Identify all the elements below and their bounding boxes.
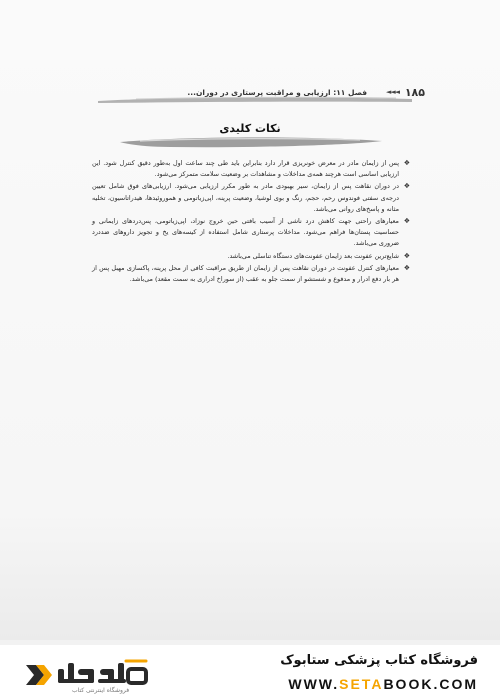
url-prefix: WWW. xyxy=(288,676,340,692)
url-suffix: BOOK.COM xyxy=(383,676,478,692)
header-brush-stroke xyxy=(96,93,414,107)
store-banner xyxy=(0,645,500,700)
list-item-text: در دوران نقاهت پس از زایمان، سیر بهبودی مادر به طور مکرر ارزیابی می‌شود. ارزیابی‌های فوق شامل تعیین درجه‌ی سفتی فوندوس رحم، حجم، رنگ و بوی لوشیا، وضعیت پرینه، اپی‌زیاتومی و هموروئیدها، هیدراتاسیون، تخلیه مثانه و پاسخ‌های روانی می‌باشد. xyxy=(92,182,399,213)
title-brush-stroke xyxy=(110,132,390,154)
url-accent: SETA xyxy=(339,676,384,692)
diamond-bullet-icon: ❖ xyxy=(403,159,410,167)
diamond-bullet-icon: ❖ xyxy=(403,217,410,226)
list-item-text: معیارهای راحتی جهت کاهش درد ناشی از آسیب بافتی حین خروج نوزاد، اپی‌زیاتومی، پس‌دردهای زایمانی و حساسیت پستان‌ها فراهم می‌شود. مداخلات پرستاری شامل استفاده از کیسه‌های یخ و تجویز داروهای ضددرد ضروری می‌باشد. xyxy=(92,217,399,248)
list-item-text: پس از زایمان مادر در معرض خونریزی قرار دارد بنابراین باید طی چند ساعت اول به‌طور دقیق کنترل شود. این ارزیابی اساسی است هرچند همه‌ی مداخلات و مشاهدات بر وضعیت سلامت متمرکز می‌شود. xyxy=(92,159,399,179)
list-item-text: شایع‌ترین عفونت بعد زایمان عفونت‌های دستگاه تناسلی می‌باشد. xyxy=(227,251,399,260)
list-item xyxy=(92,158,410,180)
section-title: نکات کلیدی xyxy=(219,122,281,135)
list-item xyxy=(92,251,410,262)
chapter-title: فصل ۱۱: ارزیابی و مراقبت پرستاری در دوران... xyxy=(187,88,367,97)
shop-url-link[interactable] xyxy=(288,676,478,692)
logo-subtitle: فروشگاه اینترنتی کتاب xyxy=(72,687,130,694)
diamond-bullet-icon: ❖ xyxy=(403,182,410,191)
list-item xyxy=(92,181,410,215)
list-item-text: معیارهای کنترل عفونت در دوران نقاهت پس از زایمان از طریق مراقبت کافی از محل پرینه، پاکسازی مهبل پس از هر بار دفع ادرار و مدفوع و شستشو از سمت جلو به عقب (از سوراخ ادراری به سمت مقعد) می‌باشد. xyxy=(92,263,399,284)
section-heading xyxy=(110,118,390,148)
list-item xyxy=(92,216,410,250)
diamond-bullet-icon: ❖ xyxy=(403,251,410,260)
key-points-list xyxy=(92,158,410,286)
shop-name: فروشگاه کتاب پزشکی ستابوک xyxy=(280,653,478,668)
header-arrows-icon: ◄◄◄ xyxy=(385,88,399,96)
diamond-bullet-icon: ❖ xyxy=(403,263,410,272)
page-number: ۱۸۵ xyxy=(404,86,425,99)
list-item xyxy=(92,263,410,285)
